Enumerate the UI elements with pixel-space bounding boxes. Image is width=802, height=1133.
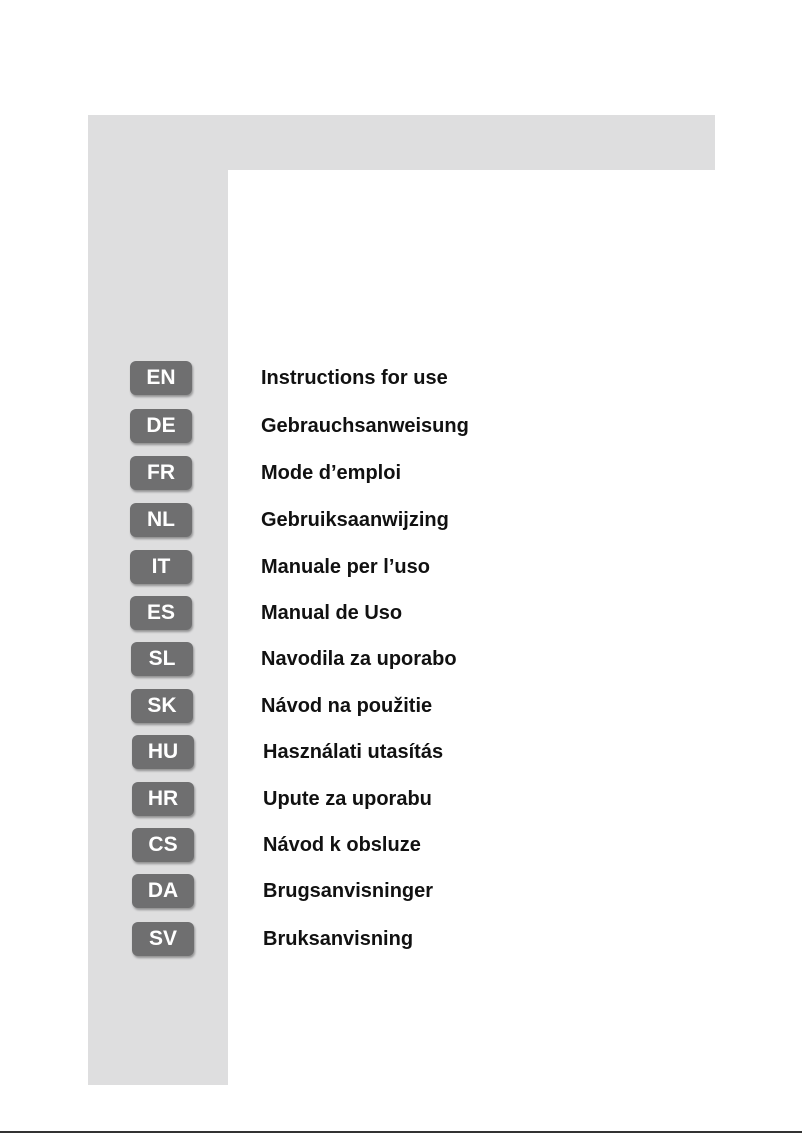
language-row-hu — [0, 735, 802, 769]
language-row-sv — [0, 922, 802, 956]
language-code-badge: NL — [130, 503, 192, 537]
language-manual-title: Használati utasítás — [263, 741, 444, 763]
language-code-badge: IT — [130, 550, 192, 584]
language-row-it — [0, 550, 802, 584]
language-code-badge: DA — [132, 874, 194, 908]
language-code-badge: SV — [132, 922, 194, 956]
language-manual-title: Manuale per l’uso — [261, 556, 430, 578]
language-code-badge: HR — [132, 782, 194, 816]
language-row-hr — [0, 782, 802, 816]
language-code-badge: FR — [130, 456, 192, 490]
language-row-fr — [0, 456, 802, 490]
language-row-de — [0, 409, 802, 443]
language-code-badge: EN — [130, 361, 192, 395]
language-manual-title: Gebruiksaanwijzing — [261, 509, 449, 531]
language-row-cs — [0, 828, 802, 862]
language-code-badge: ES — [130, 596, 192, 630]
language-code-badge: CS — [132, 828, 194, 862]
language-manual-title: Mode d’emploi — [261, 462, 401, 484]
language-row-da — [0, 874, 802, 908]
language-manual-title: Návod na použitie — [261, 695, 433, 717]
language-manual-title: Návod k obsluze — [263, 834, 421, 856]
language-manual-title: Navodila za uporabo — [261, 648, 457, 670]
language-manual-title: Bruksanvisning — [263, 928, 414, 950]
language-code-badge: SK — [131, 689, 193, 723]
language-code-badge: DE — [130, 409, 192, 443]
language-row-sl — [0, 642, 802, 676]
language-manual-title: Instructions for use — [261, 367, 448, 389]
language-code-badge: SL — [131, 642, 193, 676]
language-row-es — [0, 596, 802, 630]
language-row-nl — [0, 503, 802, 537]
language-manual-title: Upute za uporabu — [263, 788, 432, 810]
language-row-en — [0, 361, 802, 395]
language-row-sk — [0, 689, 802, 723]
language-code-badge: HU — [132, 735, 194, 769]
language-manual-title: Brugsanvisninger — [263, 880, 434, 902]
language-manual-title: Manual de Uso — [261, 602, 403, 624]
language-manual-title: Gebrauchsanweisung — [261, 415, 469, 437]
